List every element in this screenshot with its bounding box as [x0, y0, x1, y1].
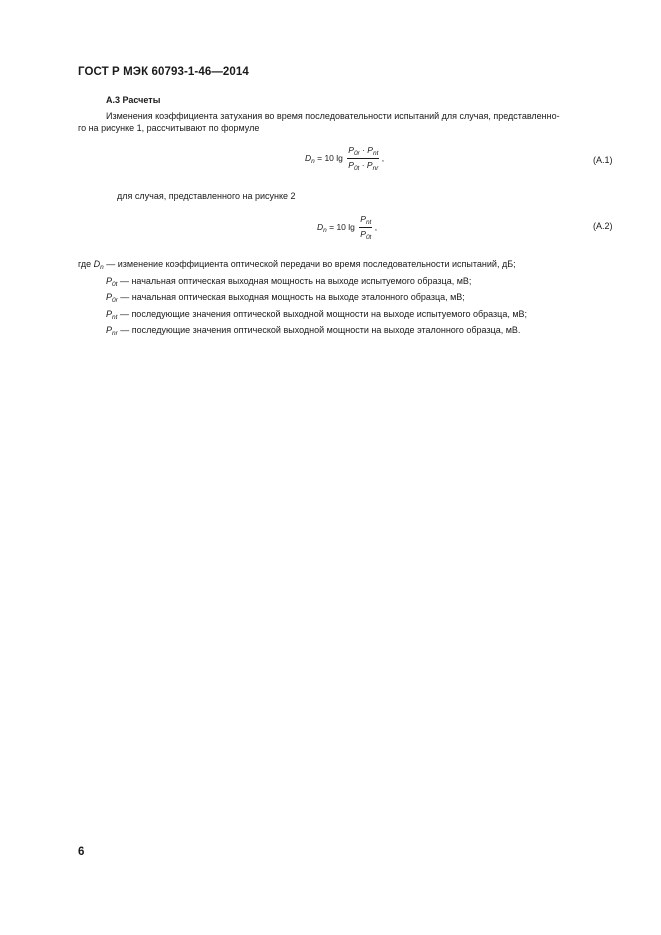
- formula-a1-denominator: [347, 159, 379, 172]
- symbol-legend: [78, 258, 527, 341]
- legend-text: — последующие значения оптической выходной мощности на выходе испытуемого образца, мВ;: [117, 308, 528, 319]
- intro-line-2: го на рисунке 1, рассчитывают по формуле: [78, 123, 260, 133]
- num: P: [360, 214, 366, 224]
- legend-symbol: P: [106, 308, 113, 319]
- legend-where: где: [78, 259, 94, 269]
- legend-symbol: P: [106, 325, 113, 335]
- legend-symbol: D: [93, 259, 101, 269]
- den-sub: 0t: [365, 234, 372, 241]
- document-header: ГОСТ Р МЭК 60793-1-46—2014: [78, 66, 249, 78]
- formula-a1-comma: ,: [379, 152, 385, 163]
- case2-text: для случая, представленного на рисунке 2: [117, 191, 296, 201]
- legend-text: — начальная оптическая выходная мощность на выходе испытуемого образца, мВ;: [117, 275, 472, 286]
- den: P: [360, 229, 366, 239]
- intro-line-1: Изменения коэффициента затухания во время последовательности испытаний для случая, представленно-: [106, 111, 560, 121]
- formula-a2-comma: ,: [372, 221, 378, 232]
- num-sub: nt: [365, 219, 372, 226]
- legend-item: [78, 308, 527, 325]
- legend-symbol: P: [106, 292, 113, 302]
- legend-symbol-sub: 0t: [112, 280, 118, 288]
- equation-number-a2: (А.2): [593, 221, 613, 231]
- equation-number-a1: (А.1): [593, 155, 613, 165]
- den-a-sub: 0t: [353, 165, 360, 172]
- num-a: P: [348, 145, 354, 155]
- formula-a2-eq: = 10 lg: [326, 221, 355, 232]
- num-b-sub: nt: [372, 150, 379, 157]
- den-b: P: [366, 160, 373, 170]
- num-b: P: [367, 145, 373, 155]
- formula-a2: [317, 214, 377, 241]
- formula-a2-lhs: D: [317, 221, 324, 232]
- formula-a2-denominator: [359, 228, 372, 241]
- formula-a2-numerator: [359, 214, 372, 228]
- formula-a2-lhs-sub: n: [323, 226, 327, 234]
- formula-a1-eq: = 10 lg: [314, 152, 343, 163]
- legend-symbol-sub: nt: [112, 313, 118, 321]
- legend-item: [78, 324, 527, 341]
- legend-symbol: P: [106, 275, 113, 286]
- formula-a1-fraction: [347, 145, 379, 172]
- legend-text: — последующие значения оптической выходной мощности на выходе эталонного образца, мВ.: [117, 325, 521, 335]
- num-a-sub: 0r: [353, 150, 360, 157]
- formula-a2-fraction: [359, 214, 372, 241]
- legend-text: — изменение коэффициента оптической передачи во время последовательности испытаний, дБ;: [103, 259, 516, 269]
- legend-symbol-sub: n: [100, 264, 104, 271]
- legend-text: — начальная оптическая выходная мощность на выходе эталонного образца, мВ;: [117, 292, 465, 302]
- den-a: P: [348, 160, 354, 170]
- page-number: 6: [78, 846, 85, 858]
- legend-item: [78, 258, 527, 275]
- formula-a1-numerator: [347, 145, 379, 159]
- den-dot: ·: [359, 160, 367, 170]
- legend-item: [78, 275, 527, 292]
- legend-item: [78, 291, 527, 308]
- legend-symbol-sub: 0r: [112, 297, 118, 304]
- formula-a1-lhs-sub: n: [311, 157, 315, 165]
- num-dot: ·: [359, 145, 368, 155]
- den-b-sub: nr: [372, 165, 379, 172]
- formula-a1: [305, 145, 384, 172]
- section-title: А.3 Расчеты: [106, 95, 161, 105]
- legend-symbol-sub: nr: [112, 330, 118, 337]
- formula-a1-lhs: D: [305, 152, 312, 163]
